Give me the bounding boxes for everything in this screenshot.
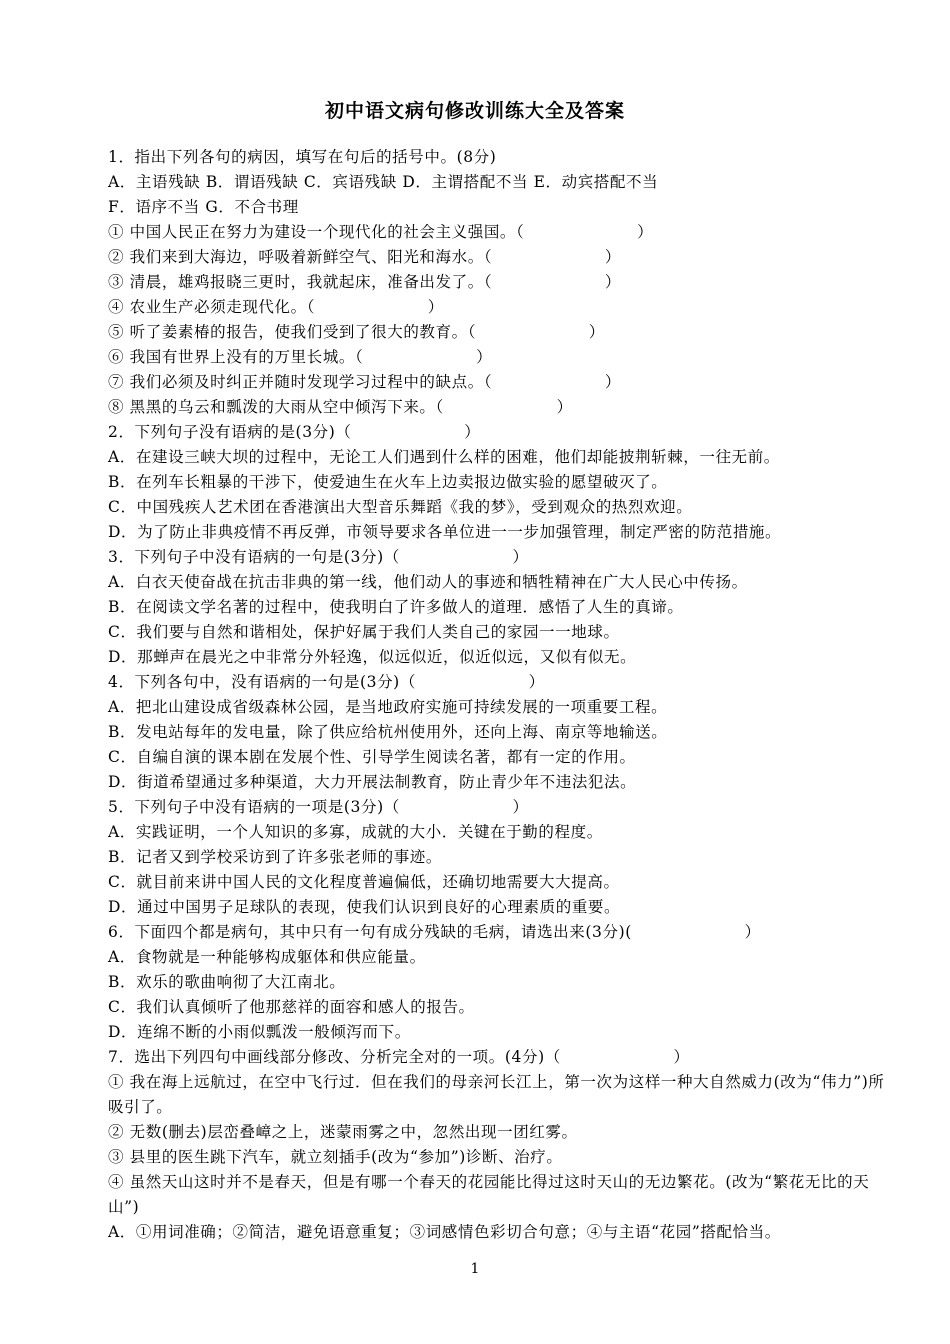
text-line: A．①用词准确；②简洁，避免语意重复；③词感情色彩切合句意；④与主语“花园”搭配恰当。 bbox=[108, 1223, 781, 1241]
text-line: ④ 农业生产必须走现代化。（ ） bbox=[108, 298, 444, 316]
text-line: ① 中国人民正在努力为建设一个现代化的社会主义强国。（ ） bbox=[108, 223, 654, 241]
text-line: B．记者又到学校采访到了许多张老师的事迹。 bbox=[108, 848, 442, 866]
text-line: D．那蝉声在晨光之中非常分外轻逸，似远似近，似近似远，又似有似无。 bbox=[108, 648, 637, 666]
text-line: C．我们要与自然和谐相处，保护好属于我们人类自己的家园一一地球。 bbox=[108, 623, 620, 641]
text-line: ⑥ 我国有世界上没有的万里长城。（ ） bbox=[108, 348, 493, 366]
text-line: A．白衣天使奋战在抗击非典的第一线，他们动人的事迹和牺牲精神在广大人民心中传扬。 bbox=[108, 573, 748, 591]
text-line: 1．指出下列各句的病因，填写在句后的括号中。(8分) bbox=[108, 148, 497, 166]
text-line: ⑦ 我们必须及时纠正并随时发现学习过程中的缺点。（ ） bbox=[108, 373, 621, 391]
text-line: 6．下面四个都是病句，其中只有一句有成分残缺的毛病，请选出来(3分)( ） bbox=[108, 923, 761, 941]
text-line: B．在列车长粗暴的干涉下，使爱迪生在火车上边卖报边做实验的愿望破灭了。 bbox=[108, 473, 668, 491]
text-line: 7．选出下列四句中画线部分修改、分析完全对的一项。(4分)（ ） bbox=[108, 1048, 690, 1066]
text-line: ② 无数(删去)层峦叠嶂之上，迷蒙雨雾之中，忽然出现一团红雾。 bbox=[108, 1123, 578, 1141]
text-line: C．我们认真倾听了他那慈祥的面容和感人的报告。 bbox=[108, 998, 475, 1016]
text-line: ③ 清晨，雄鸡报晓三更时，我就起床，准备出发了。（ ） bbox=[108, 273, 621, 291]
text-line: A．把北山建设成省级森林公园，是当地政府实施可持续发展的一项重要工程。 bbox=[108, 698, 668, 716]
text-line: A．在建设三峡大坝的过程中，无论工人们遇到什么样的困难，他们却能披荆斩棘，一往无前。 bbox=[108, 448, 780, 466]
text-line: A．主语残缺 B．谓语残缺 C．宾语残缺 D．主谓搭配不当 E．动宾搭配不当 bbox=[108, 173, 659, 191]
text-line: ② 我们来到大海边，呼吸着新鲜空气、阳光和海水。（ ） bbox=[108, 248, 621, 266]
text-line: ⑧ 黑黑的乌云和瓢泼的大雨从空中倾泻下来。（ ） bbox=[108, 398, 573, 416]
text-line: A．实践证明，一个人知识的多寡，成就的大小．关键在于勤的程度。 bbox=[108, 823, 603, 841]
text-line: C．中国残疾人艺术团在香港演出大型音乐舞蹈《我的梦》，受到观众的热烈欢迎。 bbox=[108, 498, 693, 516]
text-line: D．街道希望通过多种渠道，大力开展法制教育，防止青少年不违法犯法。 bbox=[108, 773, 637, 791]
text-line: 5．下列句子中没有语病的一项是(3分)（ ） bbox=[108, 798, 529, 816]
text-line: C．就目前来讲中国人民的文化程度普遍偏低，还确切地需要大大提高。 bbox=[108, 873, 620, 891]
text-line: A．食物就是一种能够构成躯体和供应能量。 bbox=[108, 948, 426, 966]
text-line: D．通过中国男子足球队的表现，使我们认识到良好的心理素质的重要。 bbox=[108, 898, 621, 916]
text-line: D．为了防止非典疫情不再反弹，市领导要求各单位进一一步加强管理，制定严密的防范措施。 bbox=[108, 523, 782, 541]
text-line: ① 我在海上远航过，在空中飞行过．但在我们的母亲河长江上，第一次为这样一种大自然威力(改为“伟力”)所吸引了。 bbox=[108, 1073, 885, 1116]
page-title: 初中语文病句修改训练大全及答案 bbox=[324, 100, 625, 122]
text-line: ⑤ 听了姜素椿的报告，使我们受到了很大的教育。（ ） bbox=[108, 323, 605, 341]
document-body bbox=[108, 145, 886, 1245]
text-line: C．自编自演的课本剧在发展个性、引导学生阅读名著，都有一定的作用。 bbox=[108, 748, 636, 766]
text-line: 4．下列各句中，没有语病的一句是(3分)（ ） bbox=[108, 673, 545, 691]
text-line: ④ 虽然天山这时并不是春天，但是有哪一个春天的花园能比得过这时天山的无边繁花。(改为“繁花无比的天山”) bbox=[108, 1173, 870, 1216]
page-number: 1 bbox=[470, 1261, 480, 1277]
text-line: B．发电站每年的发电量，除了供应给杭州使用外，还向上海、南京等地输送。 bbox=[108, 723, 668, 741]
text-line: 3．下列句子中没有语病的一句是(3分)（ ） bbox=[108, 548, 529, 566]
text-line: ③ 县里的医生跳下汽车，就立刻插手(改为“参加”)诊断、治疗。 bbox=[108, 1148, 563, 1166]
text-line: B．欢乐的歌曲响彻了大江南北。 bbox=[108, 973, 346, 991]
text-line: B．在阅读文学名著的过程中，使我明白了许多做人的道理．感悟了人生的真谛。 bbox=[108, 598, 684, 616]
text-line: D．连绵不断的小雨似瓢泼一般倾泻而下。 bbox=[108, 1023, 411, 1041]
text-line: F．语序不当 G．不合书理 bbox=[108, 198, 299, 216]
text-line: 2．下列句子没有语病的是(3分)（ ） bbox=[108, 423, 481, 441]
